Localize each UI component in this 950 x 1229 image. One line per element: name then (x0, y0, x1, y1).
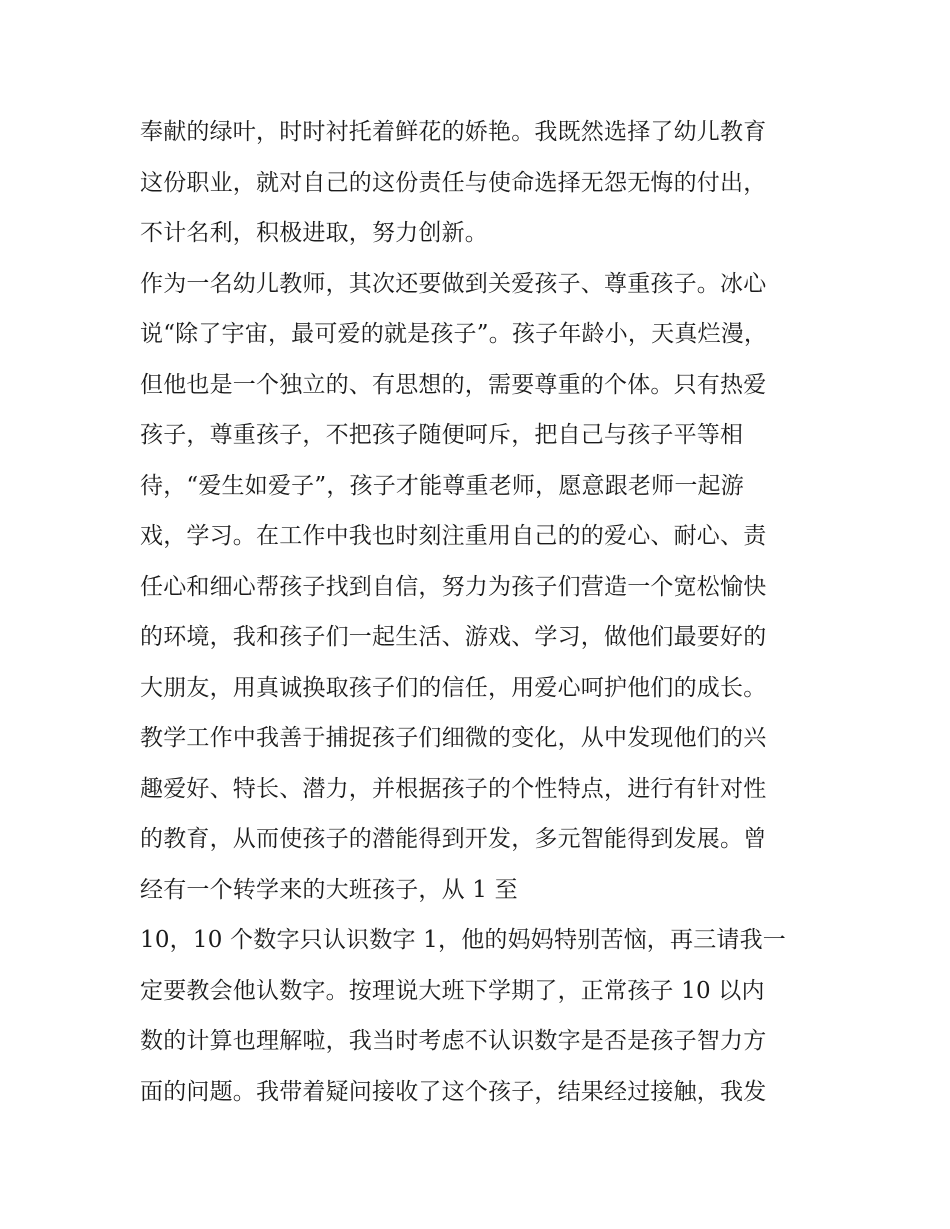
text-line-13: 教学工作中我善于捕捉孩子们细微的变化，从中发现他们的兴 (140, 725, 767, 751)
text-line-18: 定要教会他认数字。按理说大班下学期了，正常孩子 10 以内 (140, 977, 765, 1004)
text-line-9: 戏，学习。在工作中我也时刻注重用自己的的爱心、耐心、责 (140, 523, 767, 549)
text-line-16: 经有一个转学来的大班孩子，从 1 至 (140, 876, 518, 903)
text-line-20: 面的问题。我带着疑问接收了这个孩子，结果经过接触，我发 (140, 1078, 767, 1105)
text-line-15: 的教育，从而使孩子的潜能得到开发，多元智能得到发展。曾 (140, 826, 767, 852)
text-line-4: 作为一名幼儿教师，其次还要做到关爱孩子、尊重孩子。冰心 (140, 270, 767, 297)
text-line-17: 10，10 个数字只认识数字 1，他的妈妈特别苦恼，再三请我一 (140, 927, 786, 953)
text-line-2: 这份职业，就对自己的这份责任与使命选择无怨无悔的付出， (140, 169, 767, 196)
document-body (140, 107, 830, 1117)
text-line-19: 数的计算也理解啦，我当时考虑不认识数字是否是孩子智力方 (140, 1028, 767, 1054)
text-line-3: 不计名利，积极进取，努力创新。 (140, 220, 488, 246)
text-line-6: 但他也是一个独立的、有思想的，需要尊重的个体。只有热爱 (140, 371, 767, 398)
text-line-1: 奉献的绿叶，时时衬托着鲜花的娇艳。我既然选择了幼儿教育 (140, 119, 767, 145)
text-line-14: 趣爱好、特长、潜力，并根据孩子的个性特点，进行有针对性 (140, 775, 767, 802)
text-line-10: 任心和细心帮孩子找到自信，努力为孩子们营造一个宽松愉快 (140, 573, 767, 600)
text-line-5: 说“除了宇宙，最可爱的就是孩子”。孩子年龄小，天真烂漫， (140, 321, 768, 347)
text-line-7: 孩子，尊重孩子，不把孩子随便呵斥，把自己与孩子平等相 (140, 422, 744, 448)
text-line-8: 待，“爱生如爱子”，孩子才能尊重老师，愿意跟老师一起游 (140, 472, 744, 499)
text-line-12: 大朋友，用真诚换取孩子们的信任，用爱心呵护他们的成长。 (140, 674, 767, 701)
text-line-11: 的环境，我和孩子们一起生活、游戏、学习，做他们最要好的 (140, 624, 767, 650)
